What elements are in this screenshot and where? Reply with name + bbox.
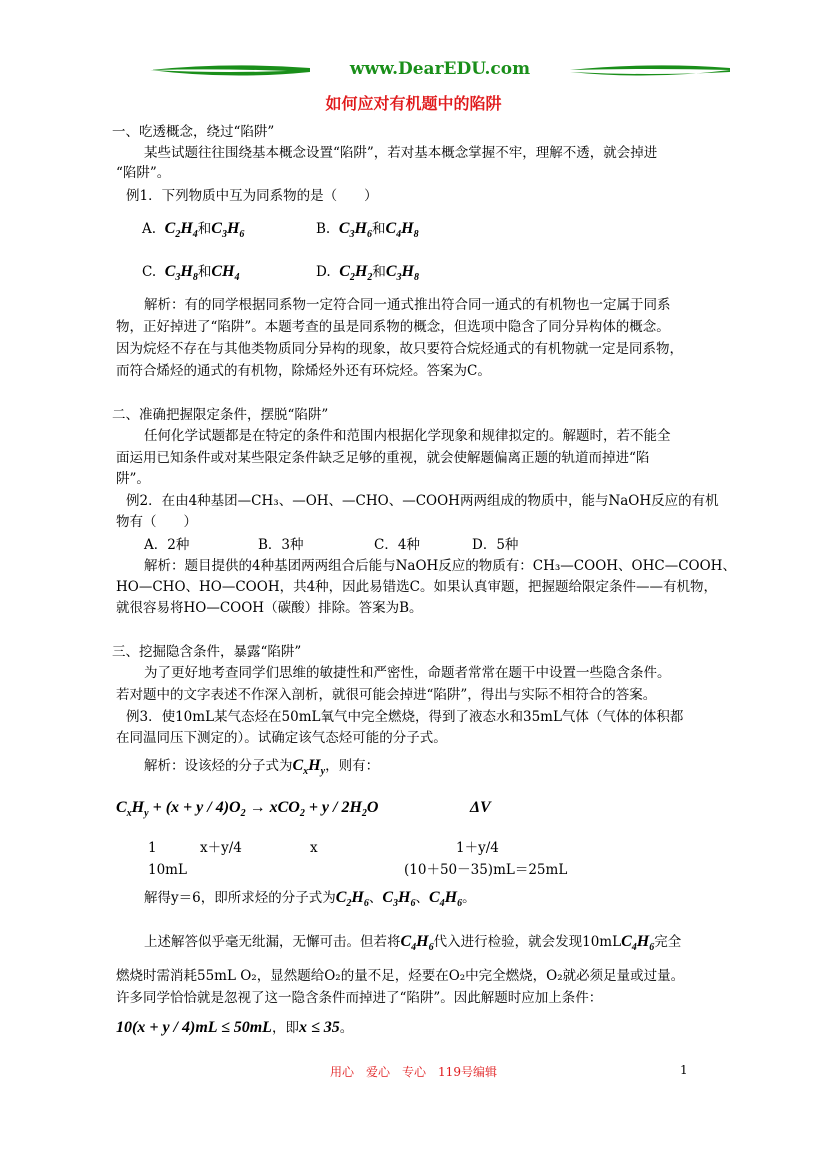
s3-check: 上述解答似乎毫无纰漏，无懈可击。但若将$C_4H_6$代入进行检验，就会发现$10mLC_4H_6$完全 [144, 933, 682, 954]
page-title: 如何应对有机题中的陷阱 [325, 94, 502, 113]
s1-analysis: 而符合烯烃的通式的有机物，除烯烃外还有环烷烃。答案为C。 [116, 363, 491, 379]
s2-paragraph: 面运用已知条件或对某些限定条件缺乏足够的重视，就会使解题偏离正题的轨道而掉进“陷 [116, 450, 650, 466]
s2-paragraph: 阱”。 [116, 471, 150, 487]
equation-row-1: 1 [148, 840, 157, 856]
combustion-equation: $C_xH_y + (x + y / 4)O_2 \to xCO_2 + y / 2H_2O$ [116, 799, 379, 820]
example-3: 例3．使10mL某气态烃在50mL氧气中完全燃烧，得到了液态水和35mL气体（气体的体积都 [126, 709, 684, 725]
page-footer: 用心 爱心 专心 119号编辑 [330, 1065, 497, 1079]
section-1-heading: 一、吃透概念，绕过“陷阱” [112, 124, 275, 140]
s1-analysis: 因为烷烃不存在与其他类物质同分异构的现象，故只要符合烷烃通式的有机物就一定是同系物， [116, 341, 683, 357]
delta-v-symbol: ΔV [470, 799, 491, 816]
option-b: B. $C_3H_6$和$C_4H_8$ [316, 220, 419, 241]
s1-paragraph: “陷阱”。 [116, 165, 171, 181]
s1-analysis: 物，正好掉进了“陷阱”。本题考查的虽是同系物的概念，但选项中隐含了同分异构体的概念。 [116, 319, 670, 335]
section-2-heading: 二、准确把握限定条件，摆脱“陷阱” [112, 407, 329, 423]
s2-analysis: 就很容易将HO—COOH（碳酸）排除。答案为B。 [116, 600, 423, 616]
option-a: A. $C_2H_4$和$C_3H_6$ [142, 220, 245, 241]
s3-condition: 10(x + y / 4)mL ≤ 50mL，即x ≤ 35。 [116, 1019, 354, 1036]
s1-paragraph: 某些试题往往围绕基本概念设置“陷阱”，若对基本概念掌握不牢，理解不透，就会掉进 [144, 145, 658, 161]
section-3-heading: 三、挖掘隐含条件，暴露“陷阱” [112, 644, 302, 660]
page-number: 1 [680, 1063, 688, 1077]
option-a: A．2种 [144, 537, 190, 553]
example-1: 例1．下列物质中互为同系物的是（ ） [126, 188, 378, 204]
option-b: B．3种 [258, 537, 304, 553]
site-header [150, 58, 730, 84]
s3-paragraph: 为了更好地考查同学们思维的敏捷性和严密性，命题者常常在题干中设置一些隐含条件。 [144, 665, 671, 681]
s3-analysis: 解析：设该烃的分子式为$C_xH_y$，则有： [144, 757, 380, 778]
s2-paragraph: 任何化学试题都是在特定的条件和范围内根据化学现象和规律拟定的。解题时，若不能全 [144, 428, 671, 444]
equation-row-1: x＋y/4 [200, 840, 242, 856]
equation-row-1: 1＋y/4 [456, 840, 499, 856]
site-name: www.DearEDU.com [349, 59, 531, 79]
example-2: 例2．在由4种基团—CH₃、—OH、—CHO、—COOH两两组成的物质中，能与NaOH反应的有机 [126, 493, 719, 509]
example-2: 物有（ ） [116, 514, 197, 530]
option-d: D. $C_2H_2$和$C_3H_8$ [316, 263, 419, 284]
equation-row-2: (10＋50－35)mL＝25mL [404, 862, 568, 878]
equation-row-1: x [310, 840, 318, 856]
option-c: C．4种 [374, 537, 420, 553]
s1-analysis: 解析：有的同学根据同系物一定符合同一通式推出符合同一通式的有机物也一定属于同系 [144, 297, 671, 313]
option-c: C. $C_3H_8$和$CH_4$ [142, 263, 240, 284]
s3-check: 许多同学恰恰就是忽视了这一隐含条件而掉进了“陷阱”。因此解题时应加上条件： [116, 990, 603, 1006]
s3-check: 燃烧时需消耗55mL O₂，显然题给O₂的量不足，烃要在O₂中完全燃烧，O₂就必须足量或过量。 [116, 968, 685, 984]
s3-paragraph: 若对题中的文字表述不作深入剖析，就很可能会掉进“陷阱”，得出与实际不相符合的答案。 [116, 687, 657, 703]
equation-row-2: 10mL [148, 862, 187, 878]
s2-analysis: HO—CHO、HO—COOH，共4种，因此易错选C。如果认真审题，把握题给限定条件——有机物， [116, 579, 718, 595]
s3-solution: 解得y＝6，即所求烃的分子式为$C_2H_6$、$C_3H_6$、$C_4H_6$。 [144, 889, 476, 910]
option-d: D．5种 [472, 537, 519, 553]
example-3: 在同温同压下测定的）。试确定该气态烃可能的分子式。 [116, 730, 447, 746]
s2-analysis: 解析：题目提供的4种基团两两组合后能与NaOH反应的物质有：CH₃—COOH、OHC—COOH、 [144, 558, 736, 574]
